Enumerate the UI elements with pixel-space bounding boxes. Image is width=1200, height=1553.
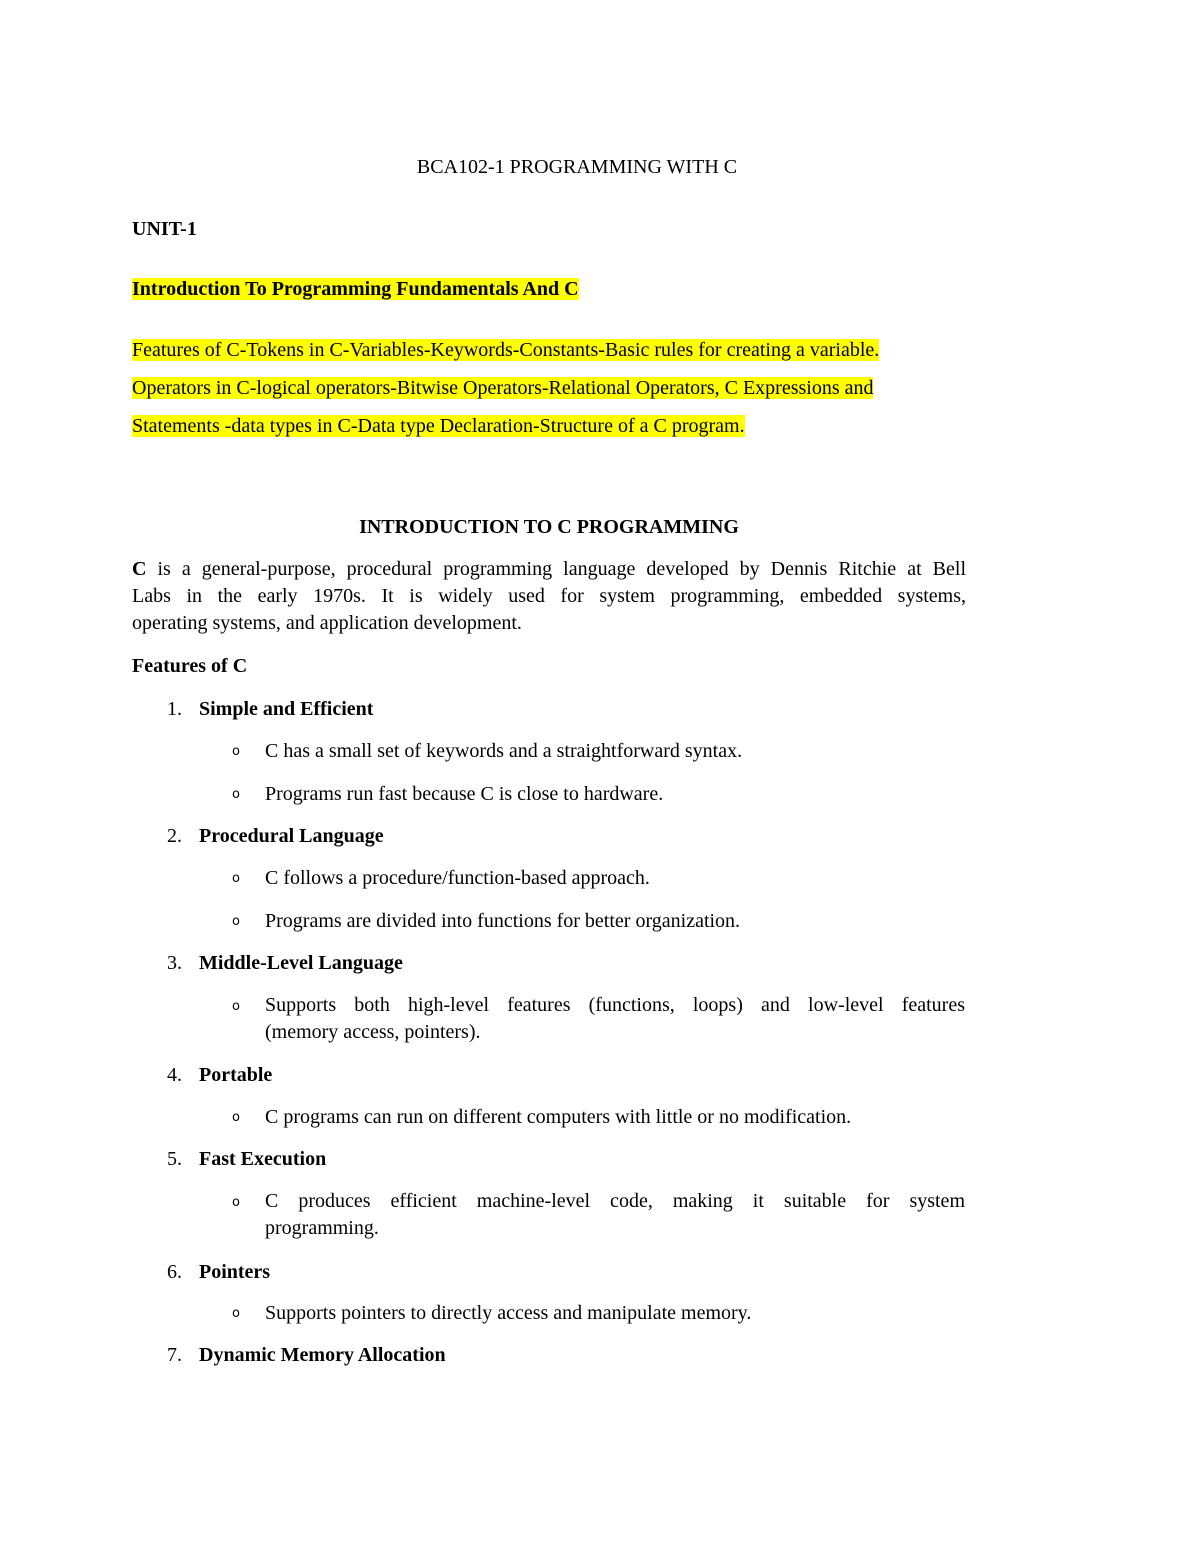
unit-topic-text: Introduction To Programming Fundamentals And C: [132, 278, 579, 300]
bullet-icon: o: [232, 914, 240, 929]
unit-label: UNIT-1: [132, 218, 197, 240]
bullet-icon: o: [232, 1306, 240, 1321]
bullet-text: Programs run fast because C is close to hardware.: [265, 783, 664, 805]
feature-title: Simple and Efficient: [199, 698, 374, 720]
feature-title: Pointers: [199, 1261, 271, 1283]
feature-title: Dynamic Memory Allocation: [199, 1344, 446, 1366]
bullet-text: C programs can run on different computers with little or no modification.: [265, 1106, 852, 1128]
intro-line-1: [132, 556, 966, 583]
section-heading: INTRODUCTION TO C PROGRAMMING: [359, 516, 739, 538]
feature-number: 6.: [167, 1261, 182, 1283]
intro-lead: C: [132, 558, 147, 580]
bullet-text-line: C produces efficient machine-level code, making it suitable for system: [265, 1190, 965, 1212]
unit-topic: [132, 276, 579, 302]
bullet-text: C has a small set of keywords and a straightforward syntax.: [265, 740, 743, 762]
bullet-icon: o: [232, 1110, 240, 1125]
bullet-icon: o: [232, 787, 240, 802]
course-title: BCA102-1 PROGRAMMING WITH C: [416, 156, 738, 178]
bullet-text: [265, 992, 965, 1046]
bullet-text-line: (memory access, pointers).: [265, 1021, 481, 1043]
feature-title: Procedural Language: [199, 825, 384, 847]
bullet-icon: o: [232, 744, 240, 759]
intro-line-3: operating systems, and application development.: [132, 612, 522, 634]
bullet-text: Programs are divided into functions for better organization.: [265, 910, 741, 932]
feature-number: 4.: [167, 1064, 182, 1086]
bullet-text-line: programming.: [265, 1217, 379, 1239]
bullet-text: C follows a procedure/function-based approach.: [265, 867, 650, 889]
syllabus-line-1: [132, 337, 879, 363]
feature-title: Portable: [199, 1064, 273, 1086]
syllabus-line-3: [132, 413, 745, 439]
syllabus-line-2-text: Operators in C-logical operators-Bitwise Operators-Relational Operators, C Expressions and: [132, 377, 874, 399]
bullet-icon: o: [232, 871, 240, 886]
bullet-text: [265, 1188, 965, 1242]
feature-title: Middle-Level Language: [199, 952, 403, 974]
feature-number: 7.: [167, 1344, 182, 1366]
features-heading: Features of C: [132, 655, 248, 677]
syllabus-line-3-text: Statements -data types in C-Data type Declaration-Structure of a C program.: [132, 415, 745, 437]
feature-number: 5.: [167, 1148, 182, 1170]
intro-paragraph: [132, 556, 966, 637]
syllabus-line-2: [132, 375, 873, 401]
feature-number: 1.: [167, 698, 182, 720]
bullet-icon: o: [232, 1195, 240, 1210]
feature-number: 3.: [167, 952, 182, 974]
bullet-text: Supports pointers to directly access and manipulate memory.: [265, 1302, 752, 1324]
bullet-icon: o: [232, 999, 240, 1014]
feature-title: Fast Execution: [199, 1148, 327, 1170]
feature-number: 2.: [167, 825, 182, 847]
intro-line-1-text: is a general-purpose, procedural programming language developed by Dennis Ritchie at Bell: [146, 558, 966, 580]
syllabus-line-1-text: Features of C-Tokens in C-Variables-Keywords-Constants-Basic rules for creating a variable.: [132, 339, 880, 361]
intro-line-2: Labs in the early 1970s. It is widely used for system programming, embedded systems,: [132, 585, 966, 607]
bullet-text-line: Supports both high-level features (functions, loops) and low-level features: [265, 994, 965, 1016]
